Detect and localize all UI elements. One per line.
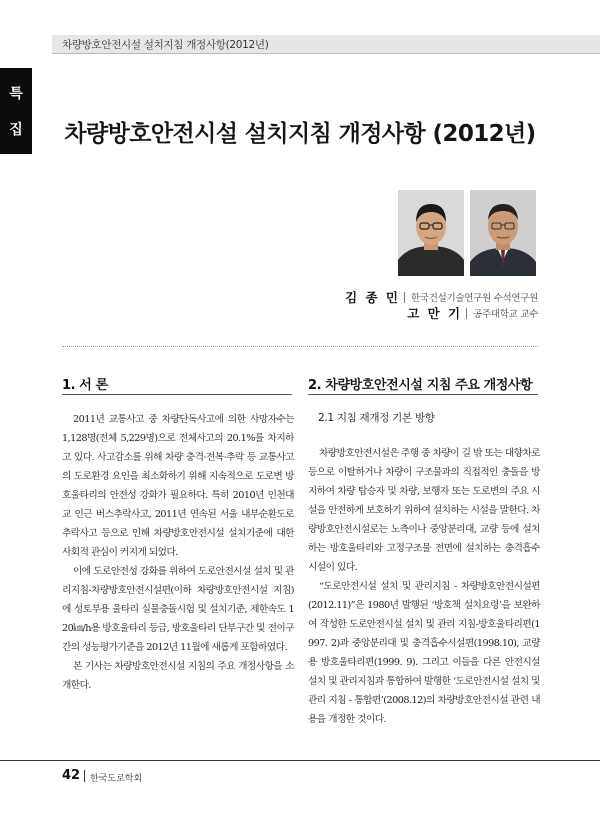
footer-organization: 한국도로학회 (90, 774, 143, 784)
heading-rule (308, 394, 538, 395)
section-tab-char-1: 특 (9, 86, 23, 102)
author-name: 김 종 민 (345, 290, 400, 305)
author-name: 고 만 기 (407, 306, 463, 321)
portrait-icon (398, 190, 464, 276)
author-divider (466, 308, 467, 319)
revisions-body (308, 444, 540, 729)
portrait-icon (470, 190, 536, 276)
section-divider (62, 346, 538, 347)
page-number: 42 (62, 768, 81, 783)
author-2 (407, 305, 538, 321)
paragraph: 차량방호안전시설은 주행 중 차량이 길 밖 또는 대향차로 등으로 이탈하거나 차량이 구조물과의 직접적인 충돌을 방지하여 차량 탑승자 및 차량, 보행자 또는 도로변의 주요 시설을 안전하게 보호하기 위하여 설치하는 시설을 말한다. 차량방호안전시설로는 노측이나 중앙분리대, 교량 등에 설치하는 방호울타리와 고정구조물 전면에 설치하는 충격흡수시설이 있다. (308, 448, 540, 573)
author-affiliation: 공주대학교 교수 (473, 309, 538, 320)
author-affiliation: 한국건설기술연구원 수석연구원 (411, 293, 538, 304)
author-divider (404, 292, 405, 303)
sub-heading: 2.1 지침 재개정 기본 방향 (318, 412, 435, 424)
paragraph: 본 기사는 차량방호안전시설 지침의 주요 개정사항을 소개한다. (62, 661, 294, 691)
article-title: 차량방호안전시설 설치지침 개정사항 (2012년) (64, 121, 536, 147)
section-heading-revisions: 2. 차량방호안전시설 지침 주요 개정사항 (308, 378, 533, 393)
footer-rule (0, 760, 600, 761)
paragraph: “도로안전시설 설치 및 관리지침 - 차량방호안전시설편(2012.11)”은 1980년 발행된 ‘방호책 설치요령’을 보완하여 작성한 도로안전시설 설치 및 관리 지침-방호울타리편(1997. 2)과 중앙분리대 및 충격흡수시설편(1998.10), 교량용 방호울타리편(1999. 9). 그리고 이들을 다른 안전시설 설치 및 관리지침과 통합하여 발행한 ‘도로안전시설 설치 및 관리 지침 - 통합편’(2008.12)의 차량방호안전시설 관련 내용을 개정한 것이다. (308, 581, 540, 725)
paragraph: 이에 도로안전성 강화를 위하여 도로안전시설 설치 및 관리지침-차량방호안전시설편(이하 차량방호안전시설 지침)에 성토부용 울타리 실물충돌시험 및 설치기준, 제한속도 120㎞/h용 방호울타리 등급, 방호울타리 단부구간 및 전이구간의 성능평가기준을 2012년 11월에 새롭게 포함하였다. (62, 566, 294, 653)
introduction-body (62, 410, 294, 695)
running-header-bar (52, 35, 600, 54)
paragraph: 2011년 교통사고 중 차량단독사고에 의한 사망자수는 1,128명(전체 5,229명)으로 전체사고의 20.1%를 차지하고 있다. 사고감소를 위해 차량 충격·전복·추락 등 교통사고의 도로환경 요인을 최소화하기 위해 지속적으로 도로변 방호울타리의 안전성 강화가 필요하다. 특히 2010년 인천대교 인근 버스추락사고, 2011년 연속된 서울 내부순환도로 추락사고 등으로 인해 차량방호안전시설 설치기준에 대한 사회적 관심이 커지게 되었다. (62, 414, 294, 558)
heading-rule (62, 394, 292, 395)
section-heading-introduction: 1. 서 론 (62, 378, 108, 393)
author-1 (345, 289, 538, 305)
running-header-title: 차량방호안전시설 설치지침 개정사항(2012년) (62, 39, 269, 51)
author-photo-1 (398, 190, 464, 276)
footer-divider (84, 770, 85, 782)
author-photo-2 (470, 190, 536, 276)
section-tab-char-2: 집 (9, 122, 23, 138)
